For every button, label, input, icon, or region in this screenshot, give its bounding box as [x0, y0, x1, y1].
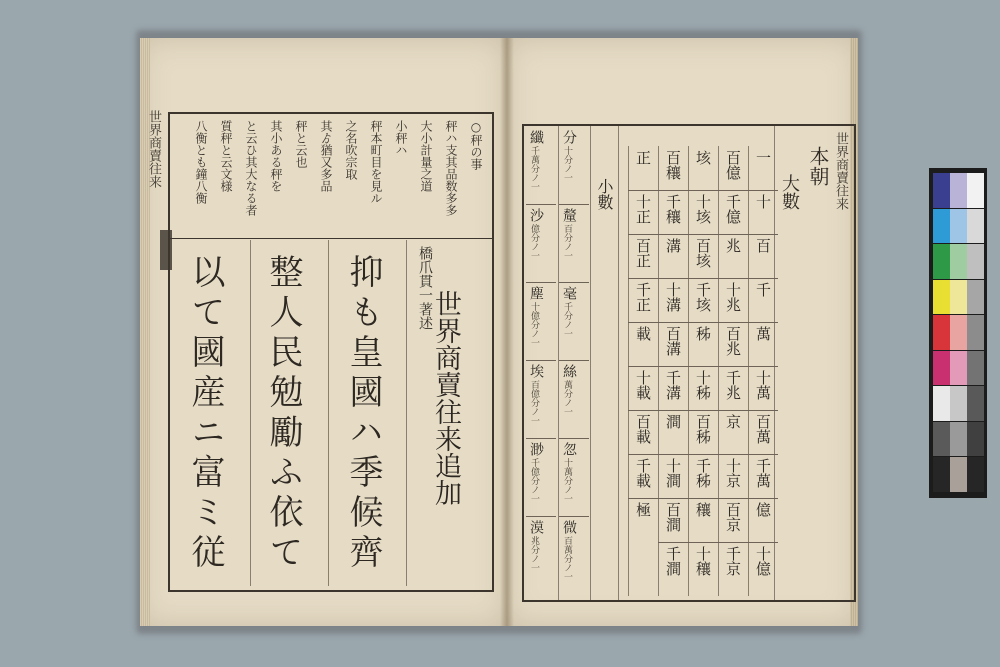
color-swatch — [950, 244, 967, 279]
color-swatch — [950, 209, 967, 244]
large-numbers-table — [624, 146, 778, 596]
number-unit-cell: 百秭 — [694, 414, 712, 444]
number-unit-cell: 千萬 — [754, 458, 772, 488]
number-unit-cell: 十萬 — [754, 370, 772, 400]
color-checker-card — [929, 168, 987, 498]
table-row-rule — [748, 454, 778, 455]
table-row-rule — [718, 542, 748, 543]
small-unit-item — [562, 364, 590, 416]
number-unit-cell: 十穰 — [694, 546, 712, 576]
column-rule — [406, 240, 407, 586]
table-row-rule — [748, 410, 778, 411]
section-rule — [590, 126, 591, 600]
section-rule — [618, 126, 619, 600]
table-row-rule — [658, 366, 688, 367]
table-row-rule — [748, 234, 778, 235]
table-row-rule — [688, 234, 718, 235]
gray-swatch — [967, 173, 984, 208]
number-unit-cell: 千億 — [724, 194, 742, 224]
table-row-rule — [658, 190, 688, 191]
small-unit-item — [529, 208, 557, 260]
right-page-frame — [522, 124, 856, 602]
small-unit-item — [529, 442, 557, 503]
table-row-rule — [718, 190, 748, 191]
note-line: 大小計量之道 — [419, 120, 433, 192]
table-rule — [628, 146, 629, 596]
number-unit-cell: 千澗 — [664, 546, 682, 576]
note-line: 質秤と云文様 — [219, 120, 233, 192]
number-unit-cell: 百溝 — [664, 326, 682, 356]
table-row-rule — [718, 366, 748, 367]
small-unit-name: 塵 — [528, 286, 544, 300]
color-swatch — [950, 386, 967, 421]
small-unit-note: 百億分ノ一 — [529, 380, 539, 425]
table-row-rule — [628, 366, 658, 367]
column-rule — [250, 240, 251, 586]
color-swatch — [950, 173, 967, 208]
right-margin-title: 世界商賣往来 — [833, 132, 848, 210]
small-unit-note: 十分ノ一 — [562, 146, 572, 182]
table-row-rule — [628, 190, 658, 191]
book-gutter — [500, 38, 514, 626]
number-unit-cell: 千正 — [634, 282, 652, 312]
number-unit-cell: 十億 — [754, 546, 772, 576]
color-swatch — [933, 315, 950, 350]
table-row-rule — [688, 366, 718, 367]
number-unit-cell: 千載 — [634, 458, 652, 488]
table-row-rule — [628, 410, 658, 411]
table-row-rule — [718, 278, 748, 279]
small-unit-item — [529, 130, 557, 191]
number-unit-cell: 京 — [724, 414, 742, 429]
table-rule — [718, 146, 719, 596]
table-row-rule — [688, 322, 718, 323]
note-line: 其ゟ猶又多品 — [319, 120, 333, 192]
small-unit-note: 億分ノ一 — [529, 224, 539, 260]
small-unit-item — [529, 286, 557, 347]
number-unit-cell: 十正 — [634, 194, 652, 224]
small-unit-name: 微 — [561, 520, 577, 534]
table-row-rule — [658, 234, 688, 235]
number-unit-cell: 百兆 — [724, 326, 742, 356]
note-line: と云ひ其大なる者 — [244, 120, 258, 216]
number-unit-cell: 百澗 — [664, 502, 682, 532]
table-row-rule — [688, 498, 718, 499]
number-unit-cell: 十京 — [724, 458, 742, 488]
text-column-2: 整人民勉勵ふ依て — [263, 254, 303, 574]
section-heading: 本朝 — [806, 146, 830, 186]
table-row-rule — [748, 322, 778, 323]
color-swatch — [933, 280, 950, 315]
number-unit-cell: 十垓 — [694, 194, 712, 224]
table-row-rule — [628, 278, 658, 279]
table-row-rule — [628, 454, 658, 455]
table-row-rule — [688, 454, 718, 455]
column-rule — [328, 240, 329, 586]
table-rule — [748, 146, 749, 596]
small-unit-rule — [559, 282, 589, 283]
large-numbers-heading: 大數 — [779, 174, 800, 210]
small-unit-name: 纖 — [528, 130, 544, 144]
number-unit-cell: 一 — [754, 150, 772, 165]
small-unit-name: 埃 — [528, 364, 544, 378]
small-unit-item — [529, 520, 557, 572]
number-unit-cell: 穰 — [694, 502, 712, 517]
number-unit-cell: 百億 — [724, 150, 742, 180]
gray-swatch — [967, 422, 984, 457]
gray-swatch — [967, 244, 984, 279]
number-unit-cell: 百萬 — [754, 414, 772, 444]
table-row-rule — [748, 498, 778, 499]
table-row-rule — [718, 454, 748, 455]
small-unit-rule — [526, 282, 556, 283]
section-rule — [558, 126, 559, 600]
note-line: 之名吹宗取 — [344, 120, 358, 180]
number-unit-cell: 百 — [754, 238, 772, 253]
small-unit-note: 萬分ノ一 — [562, 380, 572, 416]
book-title: 世界商賣往来追加 — [430, 290, 461, 506]
table-row-rule — [658, 542, 688, 543]
small-unit-name: 分 — [561, 130, 577, 144]
table-row-rule — [718, 322, 748, 323]
small-unit-name: 毫 — [561, 286, 577, 300]
top-note-box — [170, 114, 492, 239]
small-unit-note: 百萬分ノ一 — [562, 536, 572, 581]
gray-swatch — [967, 280, 984, 315]
color-swatch — [933, 209, 950, 244]
table-row-rule — [628, 498, 658, 499]
number-unit-cell: 十澗 — [664, 458, 682, 488]
number-unit-cell: 百京 — [724, 502, 742, 532]
small-unit-note: 十萬分ノ一 — [562, 458, 572, 503]
left-margin-title: 世界商賣往来 — [146, 110, 161, 188]
small-unit-name: 釐 — [561, 208, 577, 222]
number-unit-cell: 萬 — [754, 326, 772, 341]
small-unit-name: 忽 — [561, 442, 577, 456]
small-unit-note: 兆分ノ一 — [529, 536, 539, 572]
note-line: 秤本町目を見ル — [369, 120, 383, 204]
small-unit-note: 千萬分ノ一 — [529, 146, 539, 191]
note-line: 秤ハ支其品数多多 — [444, 120, 458, 216]
color-swatch — [933, 457, 950, 492]
small-unit-note: 十億分ノ一 — [529, 302, 539, 347]
table-row-rule — [628, 322, 658, 323]
gray-swatch — [967, 386, 984, 421]
number-unit-cell: 千垓 — [694, 282, 712, 312]
color-swatch — [933, 244, 950, 279]
note-line: 小秤ハ — [394, 120, 408, 192]
note-line: 秤と云也 — [294, 120, 308, 168]
small-unit-item — [529, 364, 557, 425]
gray-swatch — [967, 351, 984, 386]
small-unit-rule — [559, 438, 589, 439]
small-unit-rule — [559, 360, 589, 361]
table-row-rule — [748, 190, 778, 191]
number-unit-cell: 溝 — [664, 238, 682, 253]
color-swatch — [933, 173, 950, 208]
number-unit-cell: 百穰 — [664, 150, 682, 180]
number-unit-cell: 秭 — [694, 326, 712, 341]
table-rule — [688, 146, 689, 596]
small-unit-name: 絲 — [561, 364, 577, 378]
gray-swatch — [967, 315, 984, 350]
table-row-rule — [718, 498, 748, 499]
small-unit-note: 百分ノ一 — [562, 224, 572, 260]
table-row-rule — [658, 454, 688, 455]
table-row-rule — [718, 410, 748, 411]
number-unit-cell: 垓 — [694, 150, 712, 165]
note-line: 八衡とも鐘八衡 — [194, 120, 208, 204]
small-unit-item — [562, 130, 590, 182]
color-swatch — [950, 457, 967, 492]
small-unit-item — [562, 208, 590, 260]
text-column-3: 以て國産ニ富ミ従 — [185, 254, 225, 574]
number-unit-cell: 兆 — [724, 238, 742, 253]
text-column-1: 抑も皇國ハ季候齊 — [343, 254, 383, 574]
color-swatch — [950, 315, 967, 350]
table-row-rule — [658, 278, 688, 279]
small-unit-rule — [559, 516, 589, 517]
table-row-rule — [658, 410, 688, 411]
table-row-rule — [748, 366, 778, 367]
small-unit-rule — [526, 438, 556, 439]
table-row-rule — [688, 542, 718, 543]
table-rule — [658, 146, 659, 596]
small-unit-item — [562, 442, 590, 503]
number-unit-cell: 百載 — [634, 414, 652, 444]
small-numbers-heading: 小數 — [595, 178, 614, 210]
table-row-rule — [748, 542, 778, 543]
number-unit-cell: 千穰 — [664, 194, 682, 224]
table-row-rule — [688, 190, 718, 191]
number-unit-cell: 千兆 — [724, 370, 742, 400]
number-unit-cell: 澗 — [664, 414, 682, 429]
left-page-frame — [168, 112, 494, 592]
color-swatch — [950, 422, 967, 457]
gray-swatch — [967, 457, 984, 492]
note-line: ○秤の事 — [469, 120, 483, 170]
number-unit-cell: 極 — [634, 502, 652, 517]
table-row-rule — [688, 278, 718, 279]
small-unit-item — [562, 520, 590, 581]
note-line: 其小ある秤を — [269, 120, 283, 192]
number-unit-cell: 正 — [634, 150, 652, 165]
small-unit-name: 漠 — [528, 520, 544, 534]
number-unit-cell: 百正 — [634, 238, 652, 268]
gray-swatch — [967, 209, 984, 244]
number-unit-cell: 千京 — [724, 546, 742, 576]
table-row-rule — [658, 498, 688, 499]
small-unit-rule — [526, 516, 556, 517]
table-row-rule — [688, 410, 718, 411]
number-unit-cell: 百垓 — [694, 238, 712, 268]
small-unit-rule — [526, 204, 556, 205]
table-row-rule — [718, 234, 748, 235]
number-unit-cell: 千 — [754, 282, 772, 297]
small-unit-note: 千分ノ一 — [562, 302, 572, 338]
small-unit-item — [562, 286, 590, 338]
small-unit-name: 沙 — [528, 208, 544, 222]
number-unit-cell: 十秭 — [694, 370, 712, 400]
number-unit-cell: 千秭 — [694, 458, 712, 488]
color-swatch — [933, 422, 950, 457]
number-unit-cell: 十 — [754, 194, 772, 209]
table-row-rule — [748, 278, 778, 279]
number-unit-cell: 十載 — [634, 370, 652, 400]
small-unit-name: 渺 — [528, 442, 544, 456]
color-swatch — [933, 386, 950, 421]
table-row-rule — [628, 234, 658, 235]
color-swatch — [933, 351, 950, 386]
number-unit-cell: 十溝 — [664, 282, 682, 312]
number-unit-cell: 載 — [634, 326, 652, 341]
small-unit-rule — [559, 204, 589, 205]
number-unit-cell: 十兆 — [724, 282, 742, 312]
color-swatch — [950, 351, 967, 386]
author-line: 橋爪貫一著述 — [417, 246, 433, 330]
number-unit-cell: 億 — [754, 502, 772, 517]
number-unit-cell: 千溝 — [664, 370, 682, 400]
color-swatch — [950, 280, 967, 315]
small-unit-rule — [526, 360, 556, 361]
table-row-rule — [658, 322, 688, 323]
small-unit-note: 千億分ノ一 — [529, 458, 539, 503]
